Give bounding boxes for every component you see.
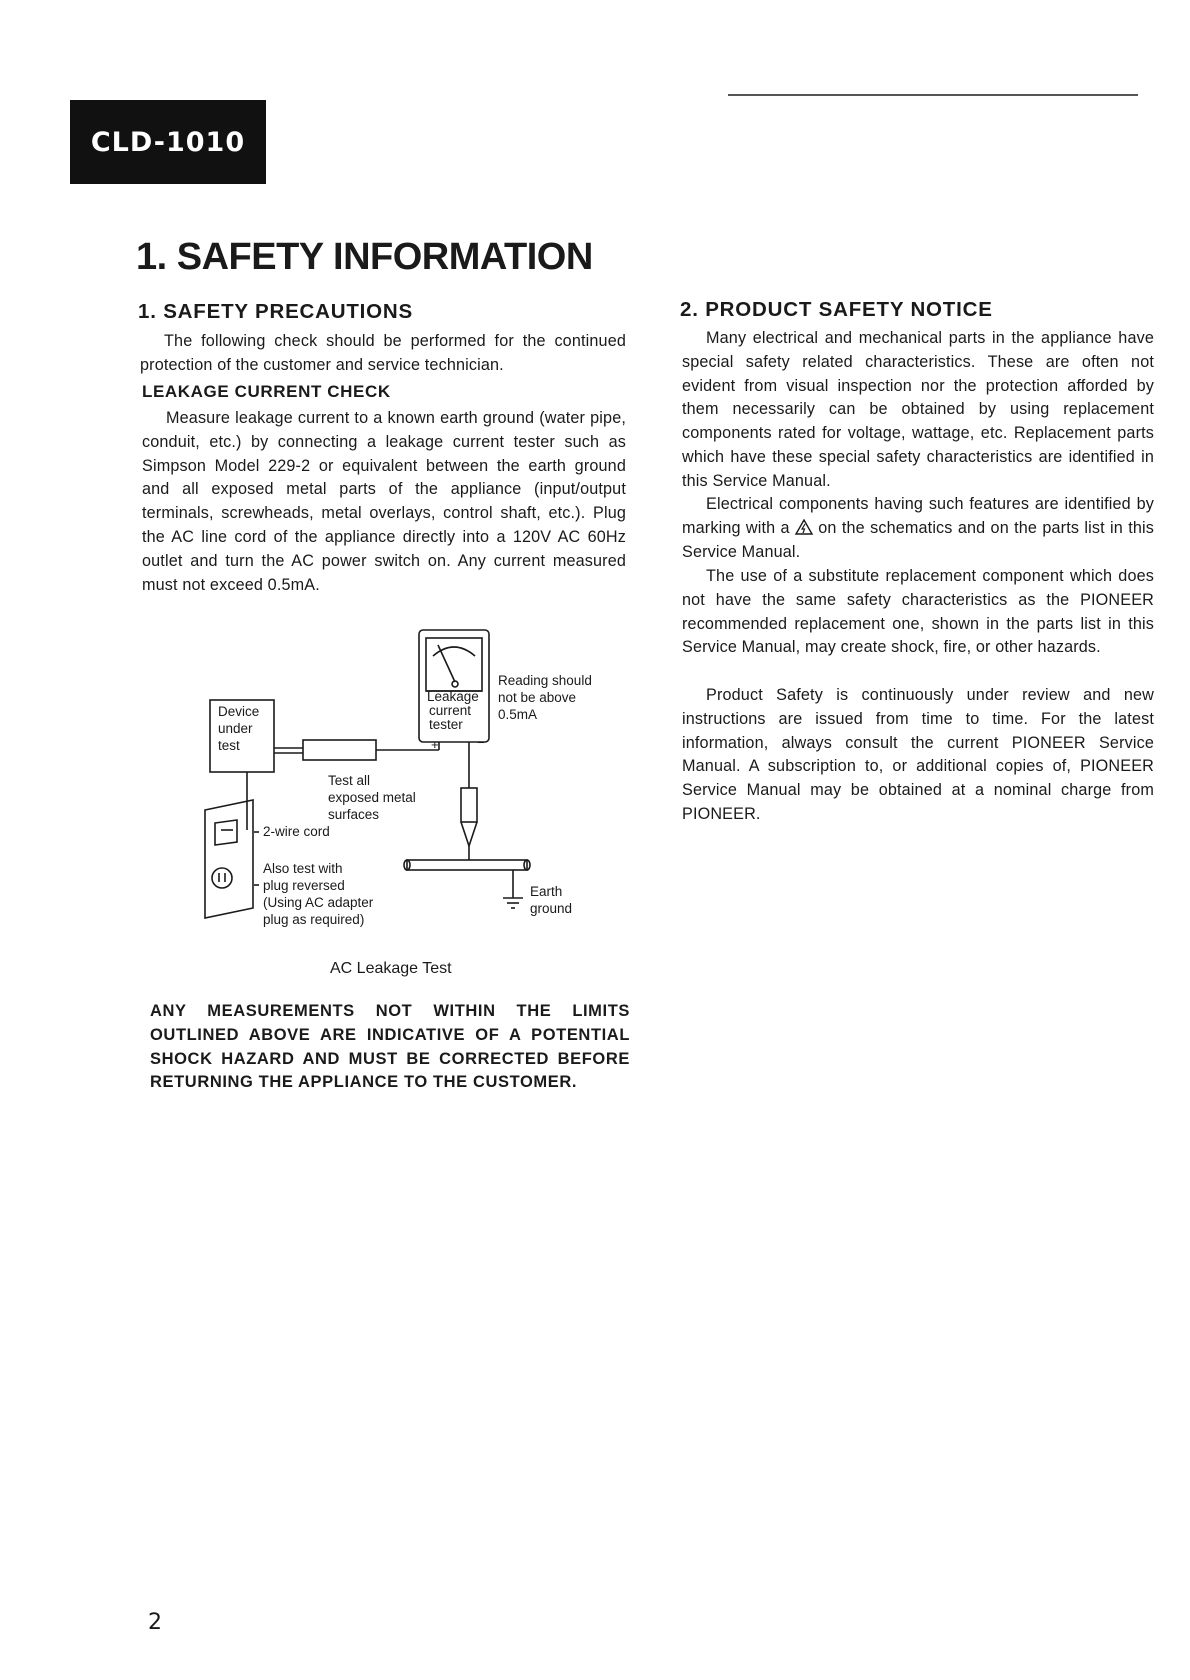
page-number: 2 [148, 1610, 162, 1635]
label-minus: − [477, 735, 485, 750]
para2-text-after: on the schematics and on the parts list in this Service Manual. [682, 518, 1154, 561]
plug [215, 820, 237, 845]
section2-heading: 2. PRODUCT SAFETY NOTICE [680, 298, 993, 321]
section2-para1: Many electrical and mechanical parts in the appliance have special safety related characteristics. These are often not evident from visual inspection nor the protection afforded by them necessarily can be obtained by using replacement components rated for voltage, wattage, etc. Replacement parts which have these special safety characteristics are identified in this Service Manual. [682, 329, 1154, 490]
section2-para2 [682, 493, 1154, 564]
label-test-all: Test all [328, 773, 371, 788]
label-as-required: plug as required) [263, 912, 365, 927]
label-device: Device [218, 704, 260, 719]
label-ac-adapter: (Using AC adapter [263, 895, 374, 910]
label-plus: + [431, 737, 439, 752]
meter-needle [438, 645, 455, 682]
water-pipe [407, 860, 527, 870]
test-probe [303, 740, 376, 760]
label-exposed-metal: exposed metal [328, 790, 416, 805]
diagram-drawing [195, 620, 630, 945]
page-title: 1. SAFETY INFORMATION [136, 236, 593, 278]
label-limit: 0.5mA [498, 707, 538, 722]
safety-warning-triangle-icon [795, 519, 813, 535]
leakage-check-heading: LEAKAGE CURRENT CHECK [142, 382, 391, 401]
leakage-check-body: Measure leakage current to a known earth ground (water pipe, conduit, etc.) by connecting a leakage current tester such as Simpson Model 229-2 or equivalent between the earth ground and all exposed metal parts of the appliance (input/output terminals, screwheads, metal overlays, control shaft, etc.). Plug the AC line cord of the appliance directly into a 120V AC 60Hz outlet and turn the AC power switch on. Any current measured must not exceed 0.5mA. [142, 409, 626, 594]
outlet-socket [212, 868, 232, 888]
label-reading-should: Reading should [498, 673, 592, 688]
ac-leakage-test-diagram [195, 620, 630, 945]
section1-heading: 1. SAFETY PRECAUTIONS [138, 300, 413, 323]
label-surfaces: surfaces [328, 807, 380, 822]
model-badge: CLD-1010 [70, 100, 266, 184]
section2-para4: Product Safety is continuously under review and new instructions are issued from time to time. For the latest information, always consult the current PIONEER Service Manual. A subscription to, or additional copies of, PIONEER Service Manual may be obtained at a nominal charge from PIONEER. [682, 686, 1154, 823]
wall-outlet [205, 800, 253, 918]
shock-hazard-warning: ANY MEASUREMENTS NOT WITHIN THE LIMITS OUTLINED ABOVE ARE INDICATIVE OF A POTENTIAL SHOCK HAZARD AND MUST BE CORRECTED BEFORE RETURNING THE APPLIANCE TO THE CUSTOMER. [150, 1002, 630, 1092]
section1-intro: The following check should be performed for the continued protection of the customer and service technician. [140, 332, 626, 374]
ground-clamp [461, 788, 477, 822]
label-ground: ground [530, 901, 573, 916]
label-leakage: Leakage [427, 689, 479, 704]
label-two-wire-cord: 2-wire cord [263, 824, 330, 839]
diagram-caption: AC Leakage Test [330, 960, 452, 977]
para2-text-before: Electrical components having such features are identified by marking with a [682, 495, 1154, 537]
label-not-above: not be above [498, 690, 577, 705]
label-under: under [218, 721, 253, 736]
label-plug-reversed: plug reversed [263, 878, 345, 893]
label-earth: Earth [530, 884, 563, 899]
section2-para3: The use of a substitute replacement component which does not have the same safety characteristics as the PIONEER recommended replacement one, shown in the parts list in this Service Manual, may create shock, fire, or other hazards. [682, 567, 1154, 657]
header-rule [728, 94, 1138, 96]
label-current: current [429, 703, 472, 718]
tester-meter-face [426, 638, 482, 691]
label-test: test [218, 738, 240, 753]
label-also-test: Also test with [263, 861, 343, 876]
label-tester: tester [429, 717, 463, 732]
